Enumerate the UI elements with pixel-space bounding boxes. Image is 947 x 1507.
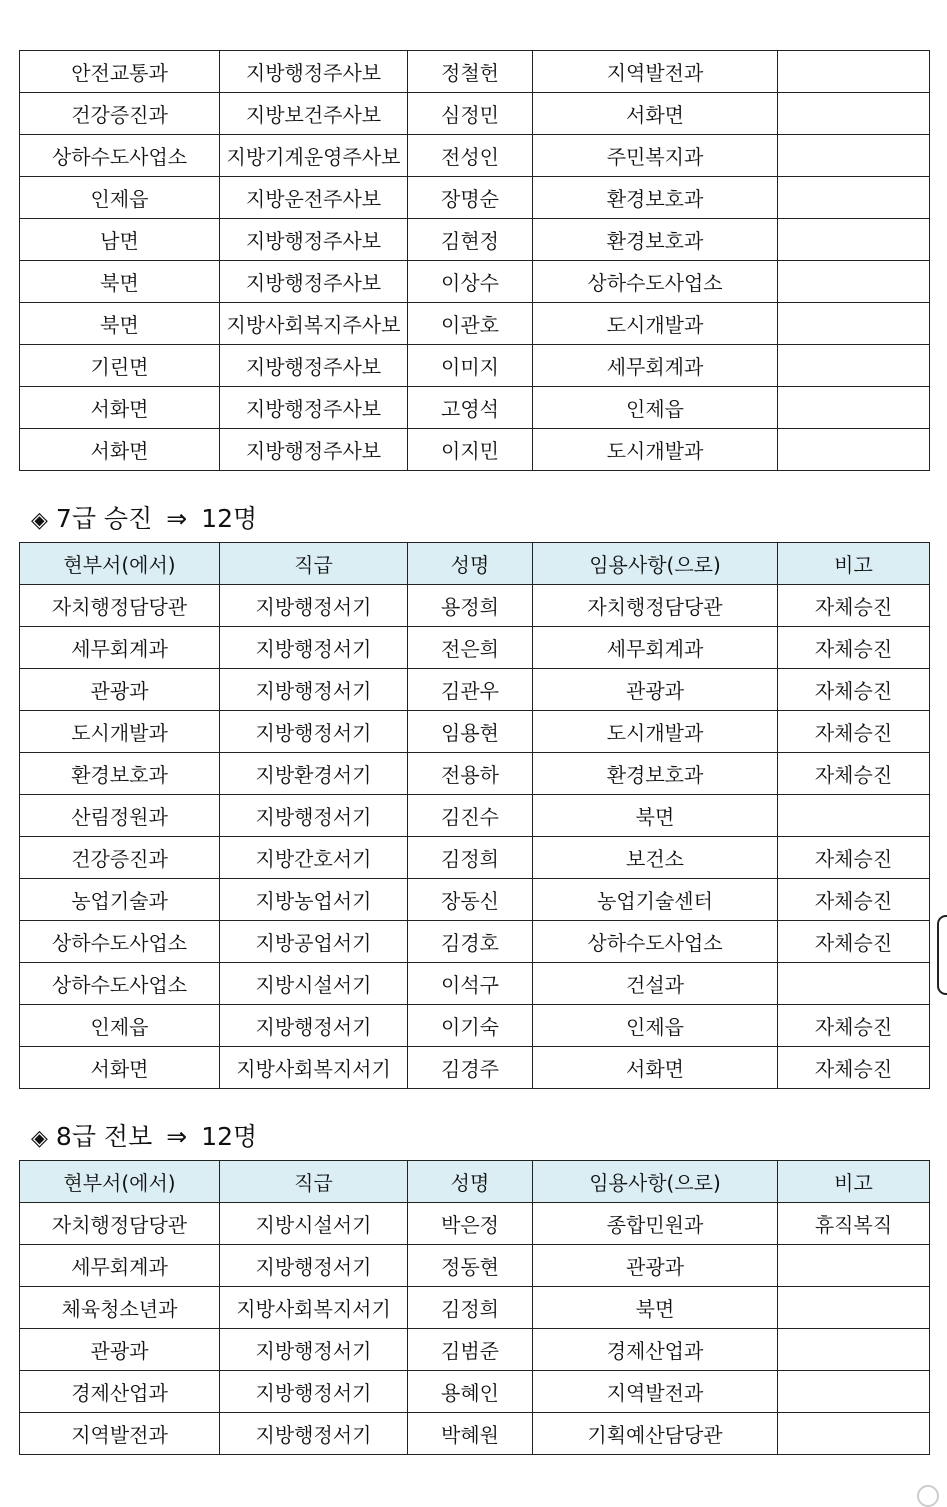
assigned-to-cell: 서화면 [533, 93, 778, 135]
corner-indicator [917, 1485, 939, 1507]
personnel-table [19, 542, 930, 1089]
remarks-cell [778, 303, 930, 345]
column-header: 직급 [220, 1161, 408, 1203]
remarks-cell: 자체승진 [778, 669, 930, 711]
column-header: 직급 [220, 543, 408, 585]
assigned-to-cell: 건설과 [533, 963, 778, 1005]
remarks-cell [778, 1329, 930, 1371]
rank-cell: 지방행정서기 [220, 1329, 408, 1371]
assigned-to-cell: 관광과 [533, 1245, 778, 1287]
name-cell: 김경주 [408, 1047, 533, 1089]
from-department-cell: 기린면 [20, 345, 220, 387]
assigned-to-cell: 서화면 [533, 1047, 778, 1089]
remarks-cell [778, 177, 930, 219]
rank-cell: 지방행정서기 [220, 1245, 408, 1287]
table-row [20, 1371, 930, 1413]
table-header-row [20, 543, 930, 585]
section-title [19, 1089, 929, 1160]
assigned-to-cell: 인제읍 [533, 387, 778, 429]
remarks-cell [778, 51, 930, 93]
name-cell: 이기숙 [408, 1005, 533, 1047]
column-header: 비고 [778, 543, 930, 585]
name-cell: 김현정 [408, 219, 533, 261]
remarks-cell [778, 93, 930, 135]
personnel-table-continued [19, 50, 930, 471]
rank-cell: 지방행정서기 [220, 627, 408, 669]
rank-cell: 지방기계운영주사보 [220, 135, 408, 177]
name-cell: 정철헌 [408, 51, 533, 93]
rank-cell: 지방간호서기 [220, 837, 408, 879]
assigned-to-cell: 도시개발과 [533, 429, 778, 471]
name-cell: 장명순 [408, 177, 533, 219]
name-cell: 이지민 [408, 429, 533, 471]
rank-cell: 지방행정서기 [220, 585, 408, 627]
from-department-cell: 자치행정담당관 [20, 1203, 220, 1245]
remarks-cell [778, 345, 930, 387]
rank-cell: 지방행정주사보 [220, 51, 408, 93]
rank-cell: 지방행정주사보 [220, 429, 408, 471]
rank-cell: 지방사회복지서기 [220, 1287, 408, 1329]
column-header: 임용사항(으로) [533, 1161, 778, 1203]
table-row [20, 1005, 930, 1047]
remarks-cell [778, 387, 930, 429]
rank-cell: 지방행정서기 [220, 1371, 408, 1413]
name-cell: 이석구 [408, 963, 533, 1005]
from-department-cell: 상하수도사업소 [20, 921, 220, 963]
assigned-to-cell: 지역발전과 [533, 1371, 778, 1413]
section-title [19, 471, 929, 542]
from-department-cell: 북면 [20, 261, 220, 303]
personnel-table [19, 1160, 930, 1455]
from-department-cell: 관광과 [20, 669, 220, 711]
table-row [20, 753, 930, 795]
name-cell: 김정희 [408, 1287, 533, 1329]
from-department-cell: 안전교통과 [20, 51, 220, 93]
from-department-cell: 세무회계과 [20, 627, 220, 669]
assigned-to-cell: 도시개발과 [533, 303, 778, 345]
from-department-cell: 인제읍 [20, 1005, 220, 1047]
rank-cell: 지방공업서기 [220, 921, 408, 963]
rank-cell: 지방운전주사보 [220, 177, 408, 219]
from-department-cell: 건강증진과 [20, 93, 220, 135]
table-row [20, 261, 930, 303]
assigned-to-cell: 보건소 [533, 837, 778, 879]
remarks-cell [778, 219, 930, 261]
from-department-cell: 북면 [20, 303, 220, 345]
assigned-to-cell: 상하수도사업소 [533, 921, 778, 963]
table-row [20, 795, 930, 837]
table-row [20, 387, 930, 429]
assigned-to-cell: 농업기술센터 [533, 879, 778, 921]
name-cell: 김경호 [408, 921, 533, 963]
table-row [20, 219, 930, 261]
remarks-cell: 자체승진 [778, 711, 930, 753]
rank-cell: 지방행정서기 [220, 1005, 408, 1047]
document [19, 50, 929, 1455]
remarks-cell [778, 1245, 930, 1287]
rank-cell: 지방시설서기 [220, 963, 408, 1005]
name-cell: 용혜인 [408, 1371, 533, 1413]
remarks-cell [778, 135, 930, 177]
rank-cell: 지방사회복지주사보 [220, 303, 408, 345]
from-department-cell: 농업기술과 [20, 879, 220, 921]
table-row [20, 1287, 930, 1329]
from-department-cell: 환경보호과 [20, 753, 220, 795]
section-diamond-icon: ◈ [31, 1126, 48, 1151]
name-cell: 전성인 [408, 135, 533, 177]
rank-cell: 지방행정서기 [220, 1413, 408, 1455]
assigned-to-cell: 상하수도사업소 [533, 261, 778, 303]
remarks-cell: 자체승진 [778, 627, 930, 669]
from-department-cell: 관광과 [20, 1329, 220, 1371]
table-row [20, 345, 930, 387]
section-diamond-icon: ◈ [31, 508, 48, 533]
remarks-cell [778, 1413, 930, 1455]
rank-cell: 지방행정주사보 [220, 219, 408, 261]
table-row [20, 93, 930, 135]
name-cell: 박은정 [408, 1203, 533, 1245]
from-department-cell: 남면 [20, 219, 220, 261]
remarks-cell: 자체승진 [778, 879, 930, 921]
rank-cell: 지방행정서기 [220, 669, 408, 711]
table-row [20, 303, 930, 345]
table-row [20, 1203, 930, 1245]
from-department-cell: 도시개발과 [20, 711, 220, 753]
name-cell: 고영석 [408, 387, 533, 429]
section-count: 12명 [201, 504, 258, 533]
table-row [20, 1245, 930, 1287]
table-row [20, 177, 930, 219]
name-cell: 전용하 [408, 753, 533, 795]
table-row [20, 627, 930, 669]
section-label: 8급 전보 [55, 1122, 153, 1151]
assigned-to-cell: 환경보호과 [533, 177, 778, 219]
from-department-cell: 서화면 [20, 429, 220, 471]
name-cell: 김관우 [408, 669, 533, 711]
remarks-cell: 휴직복직 [778, 1203, 930, 1245]
rank-cell: 지방환경서기 [220, 753, 408, 795]
table-row [20, 1413, 930, 1455]
assigned-to-cell: 세무회계과 [533, 627, 778, 669]
assigned-to-cell: 도시개발과 [533, 711, 778, 753]
arrow-icon: ⇒ [166, 1122, 188, 1151]
remarks-cell: 자체승진 [778, 921, 930, 963]
section-count: 12명 [201, 1122, 258, 1151]
from-department-cell: 자치행정담당관 [20, 585, 220, 627]
remarks-cell: 자체승진 [778, 753, 930, 795]
name-cell: 임용현 [408, 711, 533, 753]
remarks-cell [778, 963, 930, 1005]
remarks-cell [778, 795, 930, 837]
from-department-cell: 지역발전과 [20, 1413, 220, 1455]
from-department-cell: 인제읍 [20, 177, 220, 219]
assigned-to-cell: 북면 [533, 795, 778, 837]
rank-cell: 지방행정주사보 [220, 261, 408, 303]
name-cell: 김범준 [408, 1329, 533, 1371]
table-row [20, 837, 930, 879]
rank-cell: 지방시설서기 [220, 1203, 408, 1245]
name-cell: 이관호 [408, 303, 533, 345]
assigned-to-cell: 주민복지과 [533, 135, 778, 177]
name-cell: 박혜원 [408, 1413, 533, 1455]
from-department-cell: 상하수도사업소 [20, 135, 220, 177]
table-row [20, 585, 930, 627]
table-row [20, 963, 930, 1005]
from-department-cell: 서화면 [20, 1047, 220, 1089]
remarks-cell: 자체승진 [778, 837, 930, 879]
table-row [20, 429, 930, 471]
table-row [20, 1047, 930, 1089]
column-header: 현부서(에서) [20, 543, 220, 585]
table-row [20, 1329, 930, 1371]
remarks-cell: 자체승진 [778, 1047, 930, 1089]
column-header: 성명 [408, 1161, 533, 1203]
remarks-cell: 자체승진 [778, 585, 930, 627]
remarks-cell [778, 1371, 930, 1413]
from-department-cell: 상하수도사업소 [20, 963, 220, 1005]
remarks-cell [778, 429, 930, 471]
from-department-cell: 서화면 [20, 387, 220, 429]
from-department-cell: 건강증진과 [20, 837, 220, 879]
rank-cell: 지방행정서기 [220, 795, 408, 837]
table-row [20, 51, 930, 93]
name-cell: 이미지 [408, 345, 533, 387]
assigned-to-cell: 경제산업과 [533, 1329, 778, 1371]
table-row [20, 879, 930, 921]
assigned-to-cell: 지역발전과 [533, 51, 778, 93]
name-cell: 김진수 [408, 795, 533, 837]
name-cell: 용정희 [408, 585, 533, 627]
from-department-cell: 체육청소년과 [20, 1287, 220, 1329]
arrow-icon: ⇒ [166, 504, 188, 533]
column-header: 현부서(에서) [20, 1161, 220, 1203]
rank-cell: 지방보건주사보 [220, 93, 408, 135]
assigned-to-cell: 세무회계과 [533, 345, 778, 387]
assigned-to-cell: 환경보호과 [533, 219, 778, 261]
assigned-to-cell: 인제읍 [533, 1005, 778, 1047]
from-department-cell: 경제산업과 [20, 1371, 220, 1413]
remarks-cell [778, 1287, 930, 1329]
scroll-handle[interactable] [937, 915, 947, 995]
column-header: 성명 [408, 543, 533, 585]
name-cell: 이상수 [408, 261, 533, 303]
assigned-to-cell: 종합민원과 [533, 1203, 778, 1245]
assigned-to-cell: 자치행정담당관 [533, 585, 778, 627]
from-department-cell: 세무회계과 [20, 1245, 220, 1287]
rank-cell: 지방행정주사보 [220, 345, 408, 387]
name-cell: 장동신 [408, 879, 533, 921]
rank-cell: 지방농업서기 [220, 879, 408, 921]
rank-cell: 지방행정주사보 [220, 387, 408, 429]
rank-cell: 지방사회복지서기 [220, 1047, 408, 1089]
remarks-cell: 자체승진 [778, 1005, 930, 1047]
name-cell: 심정민 [408, 93, 533, 135]
assigned-to-cell: 관광과 [533, 669, 778, 711]
column-header: 비고 [778, 1161, 930, 1203]
table-row [20, 135, 930, 177]
table-header-row [20, 1161, 930, 1203]
table-row [20, 921, 930, 963]
table-row [20, 711, 930, 753]
section-label: 7급 승진 [55, 504, 153, 533]
column-header: 임용사항(으로) [533, 543, 778, 585]
assigned-to-cell: 기획예산담당관 [533, 1413, 778, 1455]
rank-cell: 지방행정서기 [220, 711, 408, 753]
remarks-cell [778, 261, 930, 303]
from-department-cell: 산림정원과 [20, 795, 220, 837]
assigned-to-cell: 환경보호과 [533, 753, 778, 795]
name-cell: 정동현 [408, 1245, 533, 1287]
name-cell: 전은희 [408, 627, 533, 669]
assigned-to-cell: 북면 [533, 1287, 778, 1329]
name-cell: 김정희 [408, 837, 533, 879]
table-row [20, 669, 930, 711]
